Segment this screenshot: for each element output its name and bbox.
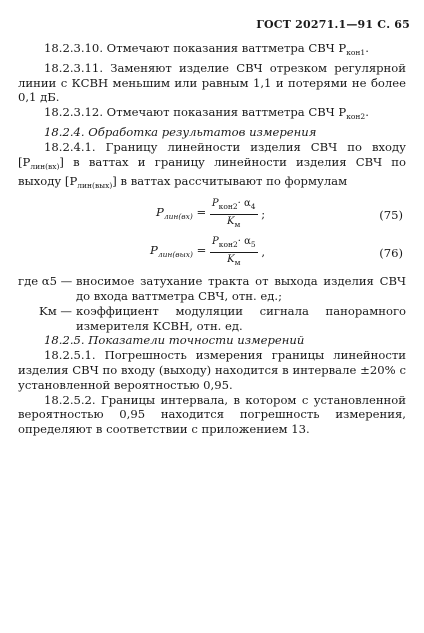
formula-76: $P_{лин(вых)}$ = $\frac{P_{кон2}\cdot \alpha_5}{K_м}$ , (76) xyxy=(150,236,403,268)
section-heading-18-2-4: 18.2.4. Обработка результатов измерения xyxy=(44,124,317,139)
page-header: ГОСТ 20271.1—91 С. 65 xyxy=(256,18,410,31)
fraction: $\frac{P_{кон2}\cdot \alpha_4}{K_м}$ xyxy=(211,198,256,230)
para-18-2-3-10: 18.2.3.10. Отмечают показания ваттметра СВЧ $P_{кон1}$. xyxy=(44,41,369,57)
definitions xyxy=(18,274,406,333)
formula-75: $P_{лин(вх)}$ = $\frac{P_{кон2}\cdot \alpha_4}{K_м}$ ; (75) xyxy=(156,198,403,230)
definition-item: где α5 — вносимое затухание тракта от выхода изделия СВЧ до входа ваттметра СВЧ, отн. ед.; xyxy=(18,274,406,303)
definition-item: Kм — коэффициент модуляции сигнала панорамного измерителя КСВН, отн. ед. xyxy=(39,303,406,333)
formula-number: (75) xyxy=(379,208,403,223)
para-18-2-3-11: 18.2.3.11. Заменяют изделие СВЧ отрезком регулярной линии с КСВН меньшим или равным 1,1 и потерями не более 0,1 дБ. xyxy=(18,60,406,105)
section-heading-18-2-5: 18.2.5. Показатели точности измерений xyxy=(44,333,305,348)
formula-number: (76) xyxy=(379,246,403,261)
para-18-2-4-1: 18.2.4.1. Границу линейности изделия СВЧ по входу $[P_{лин(вх)}]$ в ваттах и границу линейности изделия СВЧ по выходу $[P_{лин(вых)}]$ в ваттах рассчитывают по формулам xyxy=(18,139,406,191)
fraction: $\frac{P_{кон2}\cdot \alpha_5}{K_м}$ xyxy=(212,236,256,268)
para-18-2-5-1: 18.2.5.1. Погрешность измерения границы линейности изделия СВЧ по входу (выходу) находится в интервале ±20% с установленной вероятностью 0,95. xyxy=(18,348,406,392)
para-18-2-3-12: 18.2.3.12. Отмечают показания ваттметра СВЧ $P_{кон2}$. xyxy=(44,105,369,122)
document-body xyxy=(18,41,406,437)
para-18-2-5-2: 18.2.5.2. Границы интервала, в котором с установленной вероятностью 0,95 находится погрешность измерения, определяют в соответствии с приложением 13. xyxy=(18,392,406,437)
